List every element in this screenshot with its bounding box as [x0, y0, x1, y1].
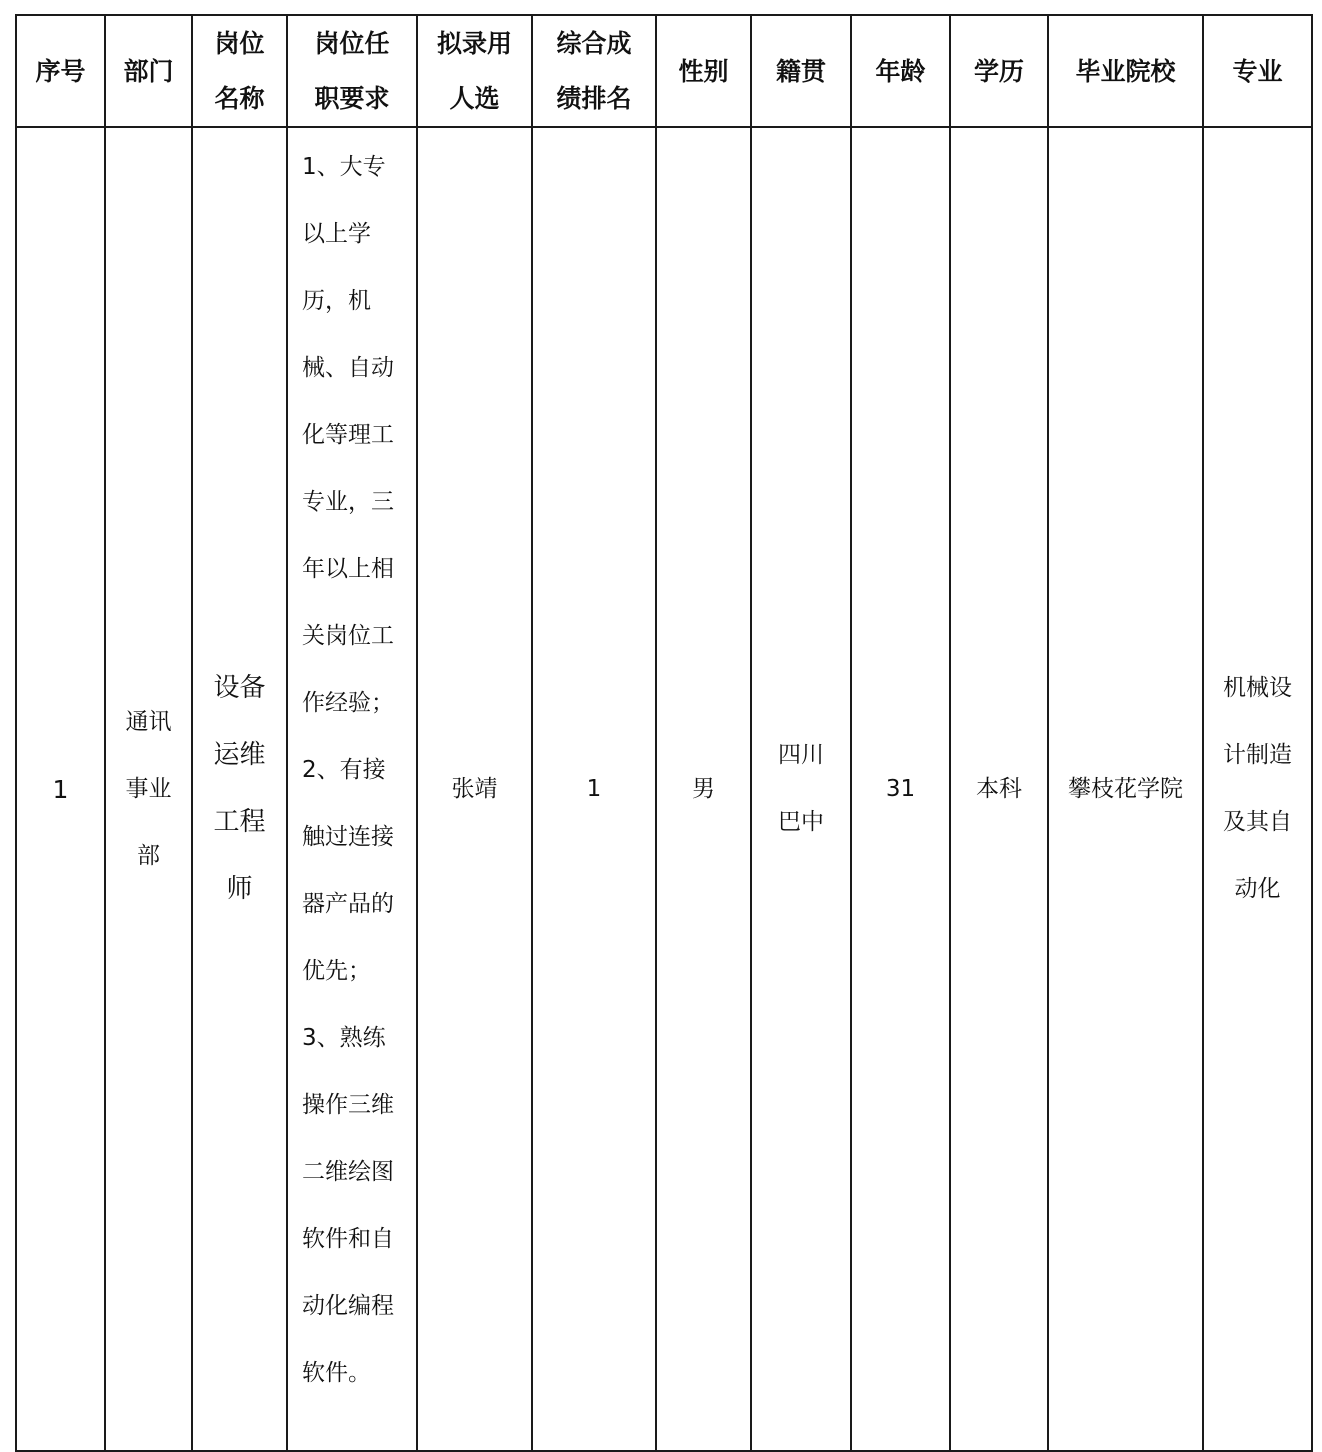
- header-row: [16, 15, 1312, 127]
- header-school: 毕业院校: [1048, 15, 1203, 127]
- header-dept: 部门: [105, 15, 192, 127]
- cell-school: 攀枝花学院: [1048, 127, 1203, 1451]
- header-post-name: 岗位 名称: [192, 15, 287, 127]
- cell-education: 本科: [950, 127, 1048, 1451]
- header-origin: 籍贯: [751, 15, 851, 127]
- cell-dept: 通讯 事业 部: [105, 127, 192, 1451]
- cell-post-name: 设备 运维 工程 师: [192, 127, 287, 1451]
- header-education: 学历: [950, 15, 1048, 127]
- header-rank: 综合成 绩排名: [532, 15, 656, 127]
- cell-gender: 男: [656, 127, 751, 1451]
- header-requirements: 岗位任 职要求: [287, 15, 417, 127]
- cell-major: 机械设 计制造 及其自 动化: [1203, 127, 1312, 1451]
- cell-candidate: 张靖: [417, 127, 532, 1451]
- cell-age: 31: [851, 127, 950, 1451]
- header-age: 年龄: [851, 15, 950, 127]
- cell-origin: 四川 巴中: [751, 127, 851, 1451]
- header-candidate: 拟录用 人选: [417, 15, 532, 127]
- header-seq: 序号: [16, 15, 105, 127]
- recruitment-table: [15, 14, 1313, 1452]
- header-gender: 性别: [656, 15, 751, 127]
- cell-seq: 1: [16, 127, 105, 1451]
- cell-rank: 1: [532, 127, 656, 1451]
- table-row: [16, 127, 1312, 1451]
- header-major: 专业: [1203, 15, 1312, 127]
- cell-requirements: 1、大专 以上学 历，机 械、自动 化等理工 专业，三 年以上相 关岗位工 作经验； 2、有接 触过连接 器产品的 优先； 3、熟练 操作三维 二维绘图 软件和自 动化编程 软件。: [287, 127, 417, 1451]
